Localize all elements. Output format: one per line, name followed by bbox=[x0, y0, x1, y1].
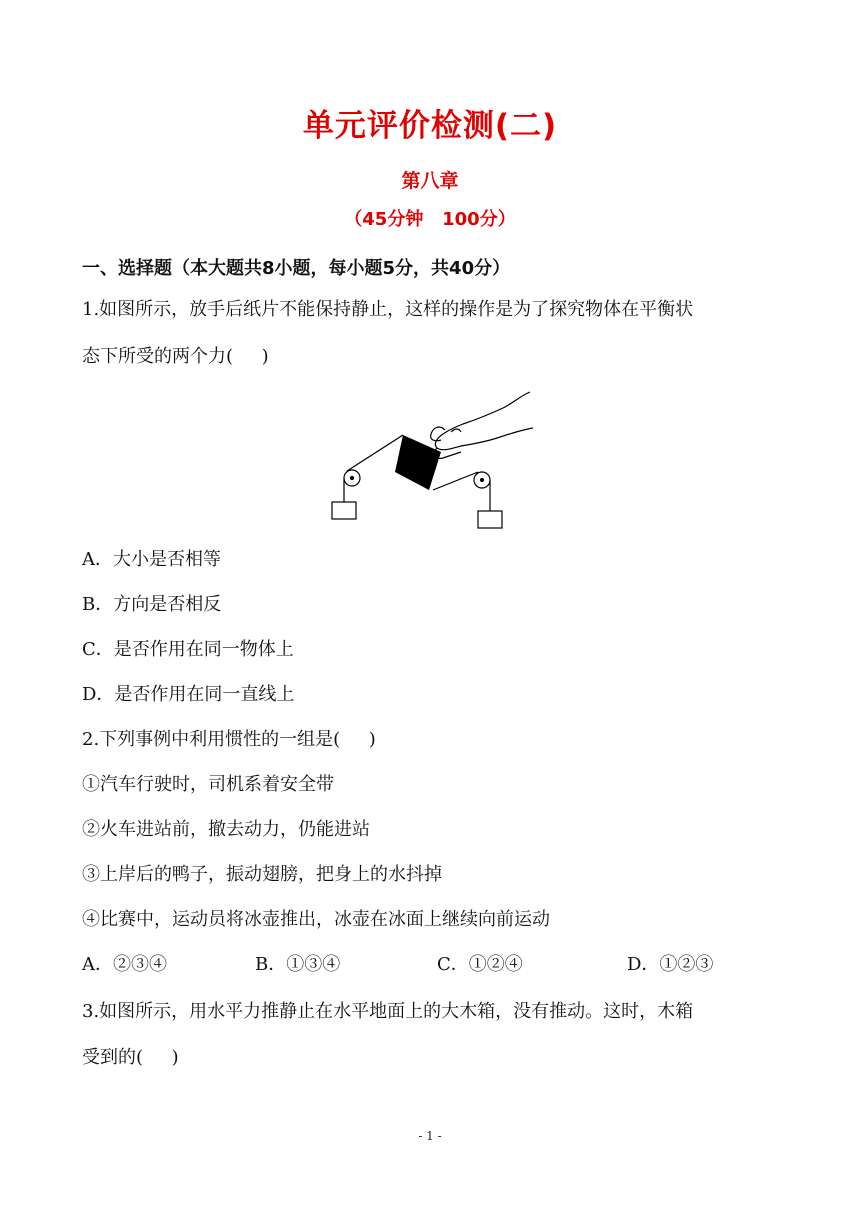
q2-item-3: ③上岸后的鸭子，振动翅膀，把身上的水抖掉 bbox=[82, 864, 442, 885]
q2-option-c: C．①②④ bbox=[437, 954, 523, 975]
page-title: 单元评价检测(二) bbox=[302, 108, 558, 144]
q2-item-1: ①汽车行驶时，司机系着安全带 bbox=[82, 774, 334, 795]
paper-card bbox=[395, 435, 441, 490]
q1-option-c: C．是否作用在同一物体上 bbox=[82, 639, 294, 660]
page-number: - 1 - bbox=[418, 1129, 442, 1143]
hand bbox=[435, 392, 533, 450]
q1-stem-line2: 态下所受的两个力( ) bbox=[82, 346, 269, 367]
left-weight bbox=[332, 502, 356, 519]
q1-option-d: D．是否作用在同一直线上 bbox=[82, 684, 295, 705]
right-weight bbox=[478, 511, 502, 528]
q3-stem-line2: 受到的( ) bbox=[82, 1047, 179, 1068]
chapter-label: 第八章 bbox=[401, 170, 459, 192]
section-heading: 一、选择题（本大题共8小题，每小题5分，共40分） bbox=[82, 258, 511, 279]
q1-option-a: A．大小是否相等 bbox=[82, 549, 221, 570]
q2-item-2: ②火车进站前，撤去动力，仍能进站 bbox=[82, 819, 370, 840]
q2-stem: 2.下列事例中利用惯性的一组是( ) bbox=[82, 729, 376, 750]
q1-figure-paper-pulley bbox=[325, 390, 535, 530]
q3-stem-line1: 3.如图所示，用水平力推静止在水平地面上的大木箱，没有推动。这时，木箱 bbox=[82, 1001, 694, 1022]
q2-item-4: ④比赛中，运动员将冰壶推出，冰壶在冰面上继续向前运动 bbox=[82, 909, 550, 930]
q2-option-a: A．②③④ bbox=[82, 954, 167, 975]
q2-option-d: D．①②③ bbox=[627, 954, 714, 975]
q1-option-b: B．方向是否相反 bbox=[82, 594, 222, 615]
q1-stem-line1: 1.如图所示，放手后纸片不能保持静止，这样的操作是为了探究物体在平衡状 bbox=[82, 299, 694, 320]
q2-option-b: B．①③④ bbox=[255, 954, 341, 975]
time-score-label: （45分钟 100分） bbox=[344, 209, 516, 230]
